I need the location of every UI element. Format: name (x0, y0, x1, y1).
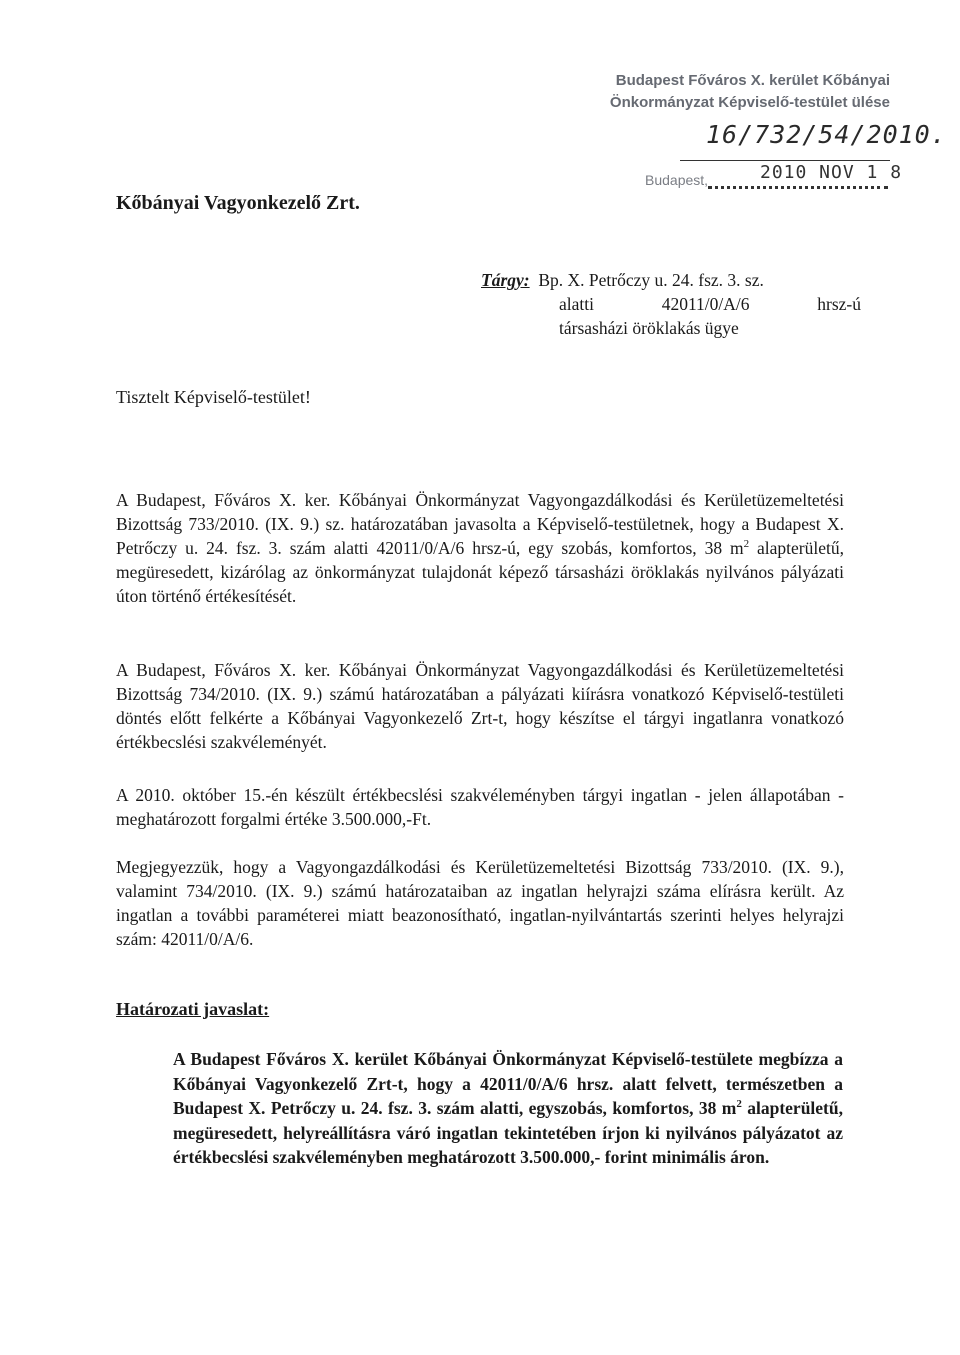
subject-text-3: társasházi öröklakás ügye (559, 318, 739, 338)
resolution-text-a: A Budapest Főváros X. kerület Kőbányai Önkormányzat Képviselő-testülete megbízza a Kőbányai Vagyonkezelő Zrt-t, hogy a 42011/0/A/6 hrsz. alatt felvett, természetben a Budapest X. Petrőczy u. 24. fsz. 3. szám alatti, egyszobás, komfortos, 38 m (173, 1049, 843, 1118)
paragraph-2: A Budapest, Főváros X. ker. Kőbányai Önkormányzat Vagyongazdálkodási és Kerületüzemeltetési Bizottság 734/2010. (IX. 9.) számú határozatában a pályázati kiírásra vonatkozó Képviselő-testületi döntés előtt felkérte a Kőbányai Vagyonkezelő Zrt-t, hogy készítse el tárgyi ingatlanra vonatkozó értékbecslési szakvéleményét. (116, 660, 844, 752)
stamp-line-1: Budapest Főváros X. kerület Kőbányai (615, 72, 890, 89)
registration-stamp (600, 70, 947, 149)
handwritten-registry-number: 16/732/54/2010. (706, 120, 947, 149)
paragraph-1-text-b: alapterületű, megüresedett, kizárólag az önkormányzat tulajdonát képező társasházi öröklakás nyilvános pályázati úton történő értékesítését. (116, 538, 844, 606)
paragraph-4: Megjegyezzük, hogy a Vagyongazdálkodási és Kerületüzemeltetési Bizottság 733/2010. (IX. 9.), valamint 734/2010. (IX. 9.) számú határozataiban az ingatlan helyrajzi száma elírásra került. Az ingatlan a további paraméterei miatt beazonosítható, ingatlan-nyilvántartás szerinti helyes helyrajzi szám: 42011/0/A/6. (116, 857, 844, 949)
square-meter-superscript: 2 (743, 538, 750, 551)
stamp-city: Budapest, (645, 172, 709, 188)
stamp-dotted-line (708, 186, 888, 189)
subject-line-1 (481, 268, 861, 292)
stamp-underline (680, 160, 890, 161)
resolution-heading: Határozati javaslat: (116, 999, 270, 1019)
paragraph-1-text-a: A Budapest, Főváros X. ker. Kőbányai Önkormányzat Vagyongazdálkodási és Kerületüzemeltetési Bizottság 733/2010. (IX. 9.) sz. határozatában javasolta a Képviselő-testületnek, hogy a Budapest X. Petrőczy u. 24. fsz. 3. szám alatti 42011/0/A/6 hrsz-ú, egy szobás, komfortos, 38 m (116, 490, 844, 558)
greeting: Tisztelt Képviselő-testület! (116, 387, 311, 407)
paragraph-1 (116, 488, 844, 608)
subject-text-2a: alatti (559, 294, 594, 314)
resolution-text-b: alapterületű, megüresedett, helyreállításra váró ingatlan tekintetében írjon ki nyilvános pályázatot az értékbecslési szakvéleményben meghatározott 3.500.000,- forint minimális áron. (173, 1098, 843, 1167)
resolution-text (173, 1047, 843, 1170)
stamp-date: 2010 NOV 1 8 (760, 162, 903, 183)
subject-block (481, 268, 861, 340)
subject-text-1: Bp. X. Petrőczy u. 24. fsz. 3. sz. (538, 270, 764, 290)
resolution-square-meter-superscript: 2 (736, 1098, 742, 1111)
subject-label: Tárgy: (481, 270, 530, 290)
subject-text-2b: 42011/0/A/6 (661, 294, 750, 314)
subject-line-2 (481, 292, 861, 316)
sender-organization: Kőbányai Vagyonkezelő Zrt. (116, 192, 360, 214)
subject-line-3 (481, 316, 861, 340)
paragraph-3: A 2010. október 15.-én készült értékbecslési szakvéleményben tárgyi ingatlan - jelen állapotában - meghatározott forgalmi értéke 3.500.000,-Ft. (116, 785, 844, 829)
subject-text-2c: hrsz-ú (817, 294, 861, 314)
stamp-line-2: Önkormányzat Képviselő-testület ülése (609, 94, 890, 111)
